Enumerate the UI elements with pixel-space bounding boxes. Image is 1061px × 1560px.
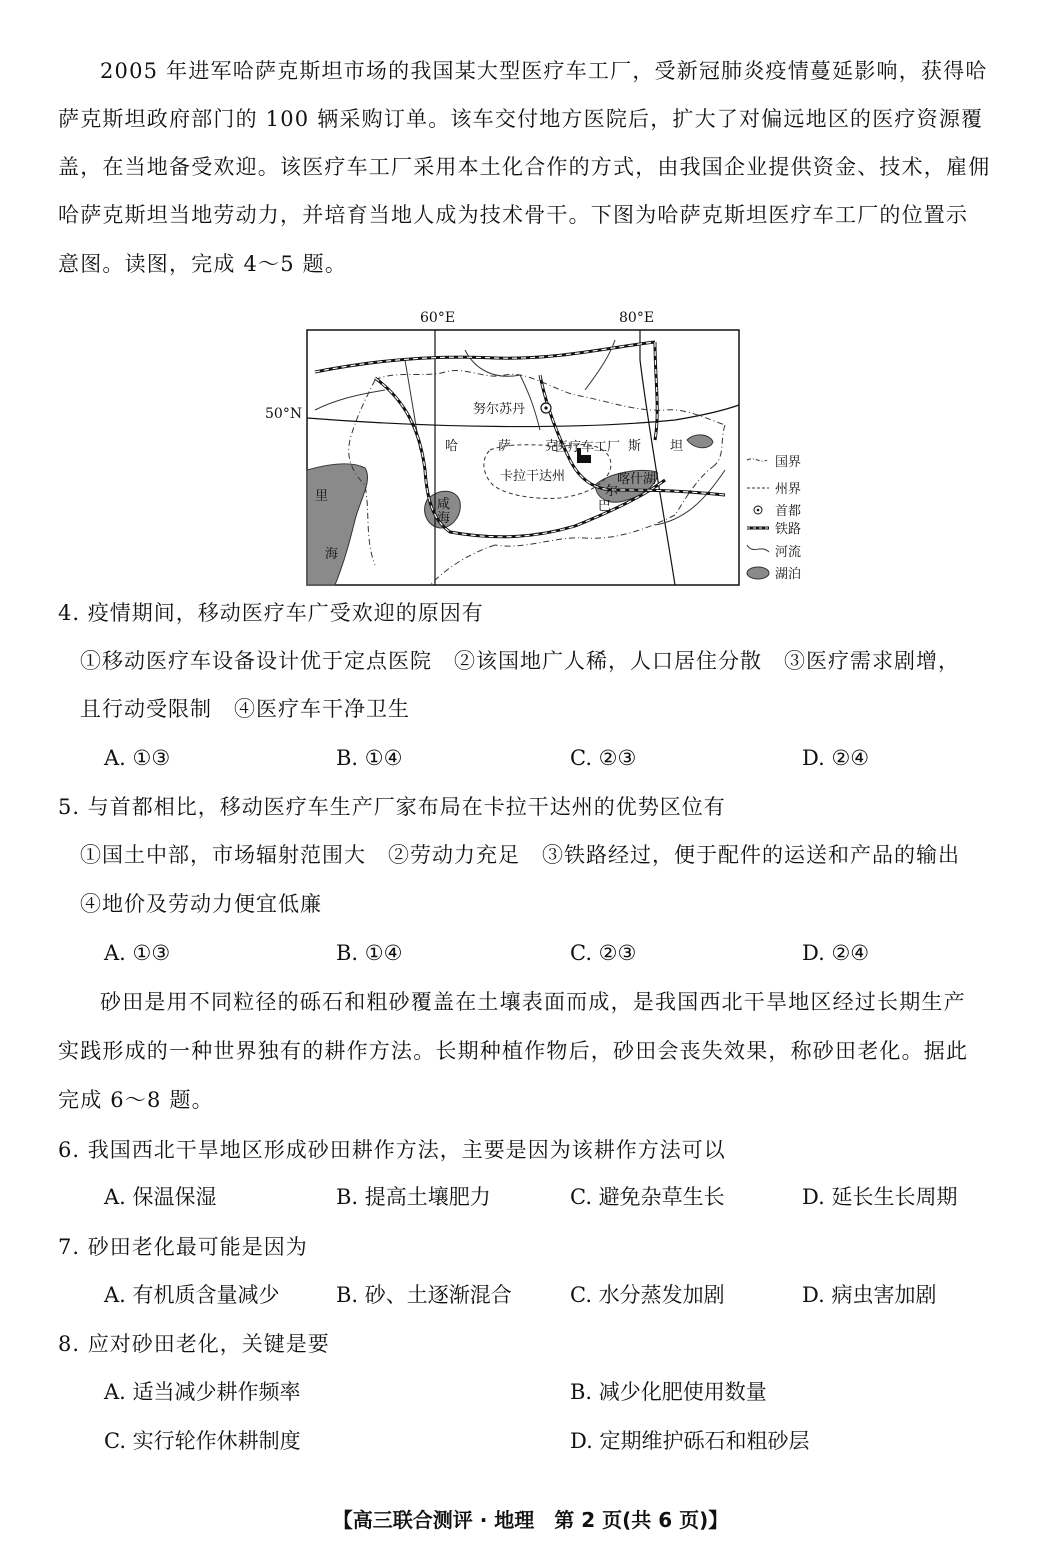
legend-national-border: 国界	[775, 455, 802, 470]
caspian-label: 海	[325, 547, 339, 562]
lon-60e-label: 60°E	[420, 310, 456, 326]
q7-choice-d[interactable]: D. 病虫害加剧	[802, 1283, 937, 1307]
intro1-line: 意图。读图，完成 4～5 题。	[58, 252, 348, 276]
balkhash-label: 喀什湖	[617, 472, 657, 487]
legend-state-border: 州界	[775, 482, 802, 497]
balkhash-label: 巴	[598, 499, 612, 514]
legend-capital: 首都	[775, 504, 802, 519]
q8-choice-a[interactable]: A. 适当减少耕作频率	[104, 1380, 301, 1404]
q5-choice-a[interactable]: A. ①③	[104, 941, 171, 965]
q4-choice-c[interactable]: C. ②③	[570, 746, 637, 770]
intro1-line: 萨克斯坦政府部门的 100 辆采购订单。该车交付地方医院后，扩大了对偏远地区的医疗资源覆	[58, 107, 984, 131]
q7-choice-b[interactable]: B. 砂、土逐渐混合	[336, 1283, 512, 1307]
country-char: 萨	[498, 439, 512, 454]
q7-choice-c[interactable]: C. 水分蒸发加剧	[570, 1283, 725, 1307]
q5-options-line1: ①国土中部，市场辐射范围大 ②劳动力充足 ③铁路经过，便于配件的运送和产品的输出	[80, 843, 960, 867]
eastern-lake	[687, 435, 713, 448]
q5-options-line2: ④地价及劳动力便宜低廉	[80, 892, 322, 916]
q6-choice-b[interactable]: B. 提高土壤肥力	[336, 1185, 491, 1209]
intro1-line: 2005 年进军哈萨克斯坦市场的我国某大型医疗车工厂，受新冠肺炎疫情蔓延影响，获得哈	[100, 59, 988, 83]
q5-choice-d[interactable]: D. ②④	[802, 941, 870, 965]
country-char: 哈	[445, 439, 459, 454]
q4-options-line2: 且行动受限制 ④医疗车干净卫生	[80, 697, 410, 721]
lat-50n-label: 50°N	[265, 406, 303, 422]
q4-choice-a[interactable]: A. ①③	[104, 746, 171, 770]
q6-stem: 6. 我国西北干旱地区形成砂田耕作方法，主要是因为该耕作方法可以	[58, 1138, 726, 1162]
q5-choice-b[interactable]: B. ①④	[336, 941, 403, 965]
q4-choice-b[interactable]: B. ①④	[336, 746, 403, 770]
kazakhstan-factory-map	[255, 300, 825, 595]
q5-stem: 5. 与首都相比，移动医疗车生产厂家布局在卡拉干达州的优势区位有	[58, 795, 726, 819]
q4-stem: 4. 疫情期间，移动医疗车广受欢迎的原因有	[58, 601, 484, 625]
meridian-80e	[640, 330, 675, 585]
q8-stem: 8. 应对砂田老化，关键是要	[58, 1332, 330, 1356]
q8-choice-d[interactable]: D. 定期维护砾石和粗砂层	[570, 1429, 810, 1453]
legend-lake: 湖泊	[775, 567, 802, 582]
page-footer: 【高三联合测评 · 地理 第 2 页(共 6 页)】	[332, 1508, 729, 1532]
q8-choice-b[interactable]: B. 减少化肥使用数量	[570, 1380, 767, 1404]
q5-choice-c[interactable]: C. ②③	[570, 941, 637, 965]
q7-stem: 7. 砂田老化最可能是因为	[58, 1235, 308, 1259]
aral-label: 咸	[437, 497, 451, 512]
intro2-line: 实践形成的一种世界独有的耕作方法。长期种植作物后，砂田会丧失效果，称砂田老化。据此	[58, 1039, 969, 1063]
balkhash-label: 尔	[605, 484, 619, 499]
lon-80e-label: 80°E	[619, 310, 655, 326]
q7-choice-a[interactable]: A. 有机质含量减少	[104, 1283, 280, 1307]
q6-choice-a[interactable]: A. 保温保湿	[104, 1185, 217, 1209]
factory-label: 医疗车工厂	[555, 440, 621, 455]
legend-railway: 铁路	[775, 522, 802, 537]
rivers	[315, 340, 725, 525]
q6-choice-d[interactable]: D. 延长生长周期	[802, 1185, 958, 1209]
q6-choice-c[interactable]: C. 避免杂草生长	[570, 1185, 725, 1209]
country-char: 坦	[670, 439, 684, 454]
q4-choice-d[interactable]: D. ②④	[802, 746, 870, 770]
state-label: 卡拉干达州	[500, 469, 566, 484]
legend-river: 河流	[775, 545, 802, 560]
capital-label: 努尔苏丹	[473, 402, 526, 417]
q8-choice-c[interactable]: C. 实行轮作休耕制度	[104, 1429, 301, 1453]
country-char: 克	[545, 439, 559, 454]
intro2-line: 完成 6～8 题。	[58, 1088, 214, 1112]
country-char: 斯	[628, 439, 642, 454]
railways	[315, 342, 725, 537]
aral-label: 海	[437, 511, 451, 526]
intro1-line: 盖，在当地备受欢迎。该医疗车工厂采用本土化合作的方式，由我国企业提供资金、技术，雇佣	[58, 155, 991, 179]
intro1-line: 哈萨克斯坦当地劳动力，并培育当地人成为技术骨干。下图为哈萨克斯坦医疗车工厂的位置示	[58, 203, 969, 227]
caspian-sea	[307, 464, 368, 585]
intro2-line: 砂田是用不同粒径的砾石和粗砂覆盖在土壤表面而成，是我国西北干旱地区经过长期生产	[100, 990, 966, 1014]
map-frame	[307, 330, 739, 585]
map-legend	[747, 455, 801, 582]
caspian-label: 里	[315, 489, 329, 504]
q4-options-line1: ①移动医疗车设备设计优于定点医院 ②该国地广人稀，人口居住分散 ③医疗需求剧增，	[80, 649, 960, 673]
